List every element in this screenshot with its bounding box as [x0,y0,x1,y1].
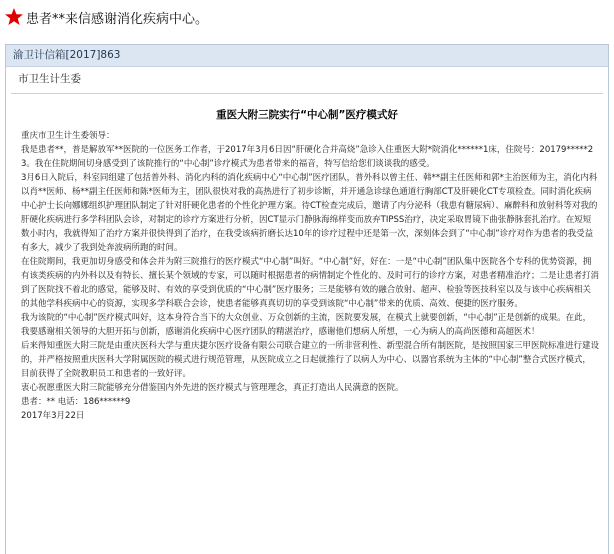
organization: 市卫生计生委 [18,73,81,85]
paragraph-3: 在住院期间，我更加切身感受和体会并为附三院推行的医疗模式“中心制”叫好。“中心制”好，好在：一是“中心制”团队集中医院各个专科的优势资源，拥有该类疾病的内外科以及有特长、擅长某个领域的专家，可以随时根据患者的病情制定个性化的、及时可行的诊疗方案，对患者精准治疗；二是让患者打消到了医院找不着北的感觉，能够及时、有效的享受到优质的“中心制”医疗服务；三是能够有效的融合放射、超声、检验等医技科室以及与该中心疾病相关的其他学科疾病中心的资源，实现多学科联合会诊，使患者能够真真切切的享受到该院“中心制”带来的优质、高效、便捷的医疗服务。 [21,257,600,309]
signature: 患者：** 电话：186******9 [21,397,131,407]
top-title [4,6,610,28]
paragraph-5: 后来得知重医大附三院是由重庆医科大学与重庆捷尔医疗设备有限公司联合建立的一所非营利性、新型混合所有制医院，是按照国家三甲医院标准进行建设的，并严格按照重庆医科大学附属医院的模式进行规范管理，从医院成立之日起就推行了以病人为中心、以器官系统为主体的“中心制”整合式医疗模式，目前获得了全院教职员工和患者的一致好评。 [21,341,600,379]
paragraph-2: 3月6日入院后，科室同组建了包括普外科、消化内科的消化疾病中心“中心制”医疗团队，普外科以曾主任、韩**副主任医师和郭*主治医师为主，消化内科以肖**医师、杨**副主任医师和陈*医师为主，团队很快对我的高热进行了初步诊断，并开通急诊绿色通道行胸部CT及肝硬化CT专项检查。同时消化疾病中心护士长向娜娜组织护理团队制定了针对肝硬化患者的个性化护理方案。待CT检查完成后，邀请了内分泌科（我患有糖尿病）、麻醉科和放射科等对我的肝硬化疾病进行多学科团队会诊，对制定的诊疗方案进行分析，因CT显示门静脉海绵样变而放弃TIPSS治疗，决定采取胃镜下曲张静脉套扎治疗。在短短数小时内，我就得知了治疗方案并很快得到了治疗，在我受该病折磨长达10年的诊疗过程中还是第一次，深刻体会到了“中心制”诊疗对作为患者的我受益有多大，减少了我到处奔波病所跑的时间。 [21,173,598,253]
divider [11,93,603,94]
paragraph-4: 我为该院的“中心制”医疗模式叫好，这本身符合当下的大众创业、万众创新的主流，医院要发展，在模式上就要创新，“中心制”正是创新的成果。在此，我要感谢相关领导的大胆开拓与创新，感谢消化疾病中心医疗团队的精湛治疗，感谢他们想病人所想，一心为病人的高尚医德和高超医术！ [21,313,592,337]
paragraph-6: 衷心祝愿重医大附三院能够充分借鉴国内外先进的医疗模式与管理理念，真正打造出人民满意的医院。 [21,383,404,393]
paragraph-1: 我是患者**，普是解放军**医院的一位医务工作者，于2017年3月6日因“肝硬化合并高烧”急诊入住重医大附*院消化******1床，住院号：20179*****23。我在住院期间切身感受到了该院推行的“中心制”诊疗模式为患者带来的福音，特写信给您们谈谈我的感受。 [21,145,594,169]
letter-frame [5,44,609,554]
letter-content [6,129,608,423]
greeting: 重庆市卫生计生委领导： [21,131,115,141]
letter-title: 重医大附三院实行“中心制”医疗模式好 [216,109,398,121]
date: 2017年3月22日 [21,411,85,421]
top-title-text: 患者**来信感谢消化疾病中心。 [26,11,209,27]
document-number: 渝卫计信箱[2017]863 [6,45,608,67]
star-icon [4,7,24,27]
